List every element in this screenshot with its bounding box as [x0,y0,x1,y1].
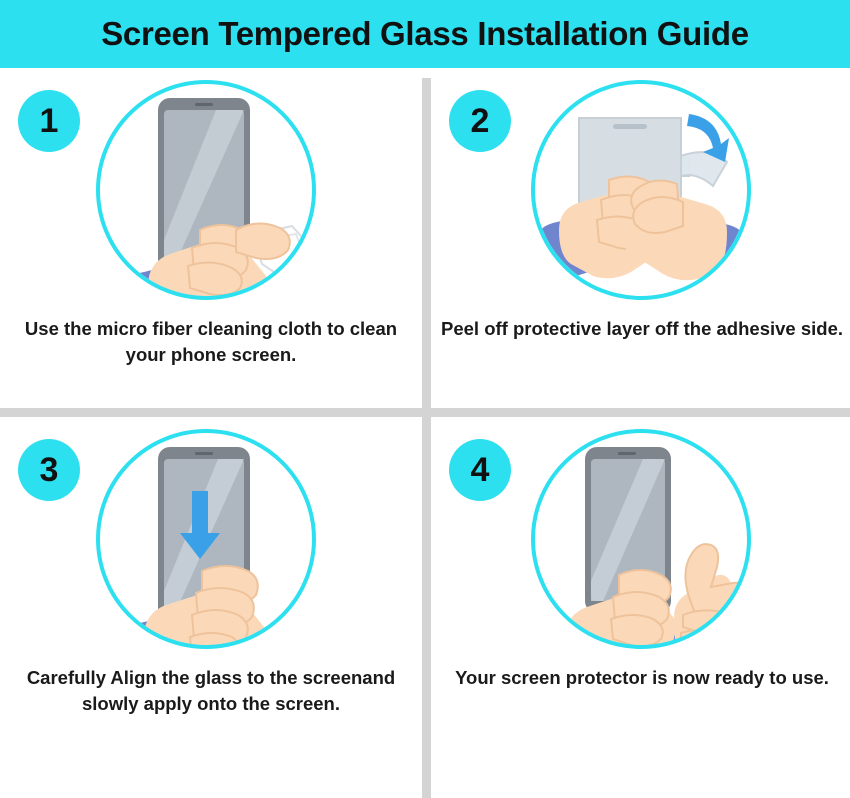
step-number-badge-1: 1 [18,90,80,152]
steps-grid [0,68,850,798]
circle-ring-1 [96,80,316,300]
step-caption-1: Use the micro fiber cleaning cloth to clean your phone screen. [24,318,398,366]
step-card-2 [431,68,850,408]
step-number-badge-4: 4 [449,439,511,501]
circle-ring-4 [531,429,751,649]
step-number-badge-3: 3 [18,439,80,501]
step-number-badge-2: 2 [449,90,511,152]
illustration-step-2 [531,80,751,300]
step-card-3 [0,417,422,757]
circle-ring-2 [531,80,751,300]
step-caption-3: Carefully Align the glass to the screenand slowly apply onto the screen. [26,667,396,715]
illustration-step-3 [96,429,316,649]
page-title: Screen Tempered Glass Installation Guide [101,15,749,52]
step-caption-2: Peel off protective layer off the adhesive side. [441,318,843,339]
step-caption-4: Your screen protector is now ready to use. [455,667,829,688]
illustration-step-1 [96,80,316,300]
vertical-divider [422,78,431,798]
step-card-4 [431,417,850,757]
header-banner [0,0,850,68]
horizontal-divider [0,408,850,417]
step-card-1 [0,68,422,408]
illustration-step-4 [531,429,751,649]
circle-ring-3 [96,429,316,649]
